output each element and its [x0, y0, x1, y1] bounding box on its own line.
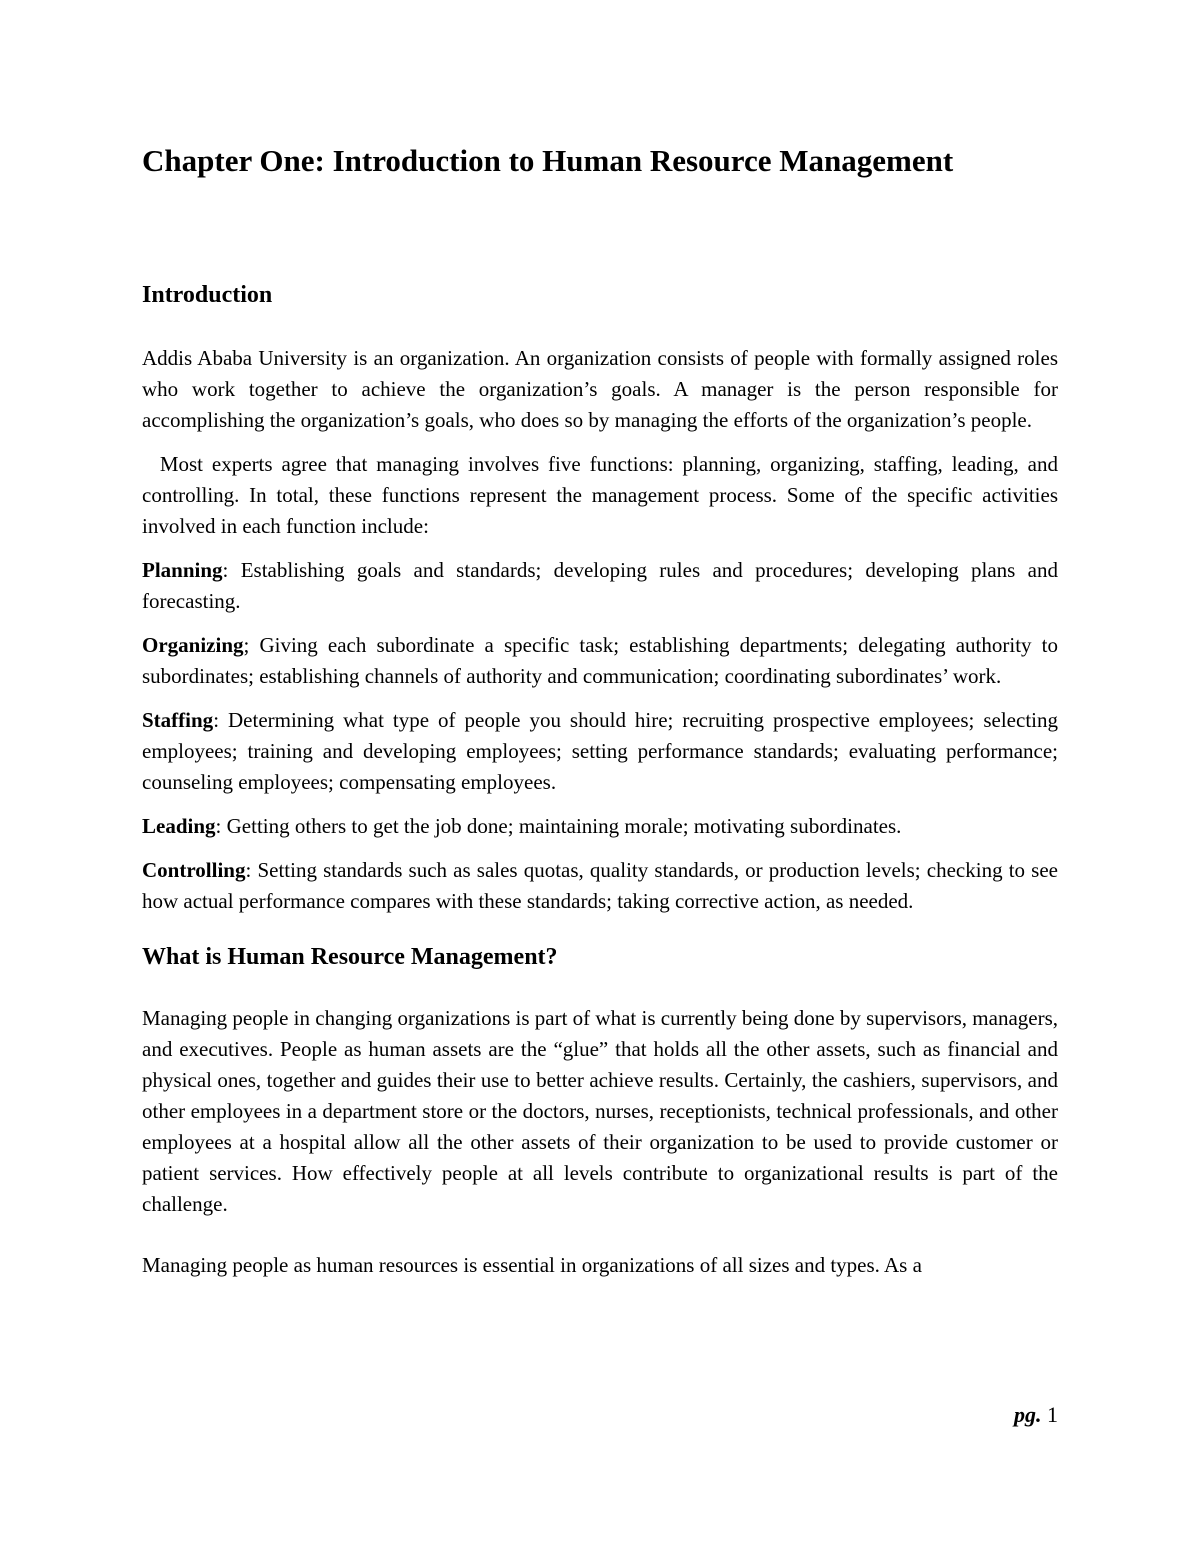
- function-separator-staffing: :: [213, 708, 220, 732]
- function-separator-planning: :: [222, 558, 229, 582]
- function-separator-leading: :: [215, 814, 222, 838]
- page-label: pg.: [1014, 1402, 1042, 1427]
- intro-paragraph-1: Addis Ababa University is an organization. An organization consists of people with formally assigned roles who work together to achieve the organization’s goals. A manager is the person responsible for accomplishing the organization’s goals, who does so by managing the efforts of the organization’s people.: [142, 346, 1058, 432]
- hrm-heading: What is Human Resource Management?: [142, 944, 558, 970]
- hrm-paragraph-2: Managing people as human resources is essential in organizations of all sizes and types. As a: [142, 1253, 922, 1277]
- function-text-leading: Getting others to get the job done; maintaining morale; motivating subordinates.: [221, 814, 902, 838]
- intro-paragraph-2-text: Most experts agree that managing involves five functions: planning, organizing, staffing, leading, and controlling. In total, these functions represent the management process. Some of the specific activities involved in each function include:: [142, 452, 1058, 538]
- function-planning: [142, 555, 1058, 617]
- intro-paragraph-2: [142, 449, 1058, 542]
- function-controlling: [142, 855, 1058, 917]
- introduction-heading: Introduction: [142, 282, 273, 308]
- function-organizing: [142, 630, 1058, 692]
- function-text-controlling: Setting standards such as sales quotas, quality standards, or production levels; checking to see how actual performance compares with these standards; taking corrective action, as needed.: [142, 858, 1058, 913]
- function-leading: [142, 811, 1058, 842]
- function-term-staffing: Staffing: [142, 708, 214, 732]
- function-separator-organizing: ;: [243, 633, 250, 657]
- chapter-title: Chapter One: Introduction to Human Resource Management: [142, 143, 954, 178]
- hrm-paragraph-1: Managing people in changing organizations is part of what is currently being done by supervisors, managers, and executives. People as human assets are the “glue” that holds all the other assets, such as financial and physical ones, together and guides their use to better achieve results. Certainly, the cashiers, supervisors, and other employees in a department store or the doctors, nurses, receptionists, technical professionals, and other employees at a hospital allow all the other assets of their organization to be used to provide customer or patient services. How effectively people at all levels contribute to organizational results is part of the challenge.: [142, 1006, 1058, 1216]
- page-content: [142, 138, 1058, 1281]
- function-term-organizing: Organizing: [142, 633, 244, 657]
- function-text-organizing: Giving each subordinate a specific task; establishing departments; delegating authority to subordinates; establishing channels of authority and communication; coordinating subordinates’ work.: [142, 633, 1058, 688]
- function-staffing: [142, 705, 1058, 798]
- function-term-planning: Planning: [142, 558, 223, 582]
- page-number-footer: [1014, 1400, 1058, 1430]
- page-number-value: 1: [1047, 1402, 1058, 1427]
- function-text-planning: Establishing goals and standards; developing rules and procedures; developing plans and forecasting.: [142, 558, 1058, 613]
- function-term-controlling: Controlling: [142, 858, 246, 882]
- function-text-staffing: Determining what type of people you should hire; recruiting prospective employees; selecting employees; training and developing employees; setting performance standards; evaluating performance; counseling employees; compensating employees.: [142, 708, 1058, 794]
- function-separator-controlling: :: [245, 858, 252, 882]
- function-term-leading: Leading: [142, 814, 216, 838]
